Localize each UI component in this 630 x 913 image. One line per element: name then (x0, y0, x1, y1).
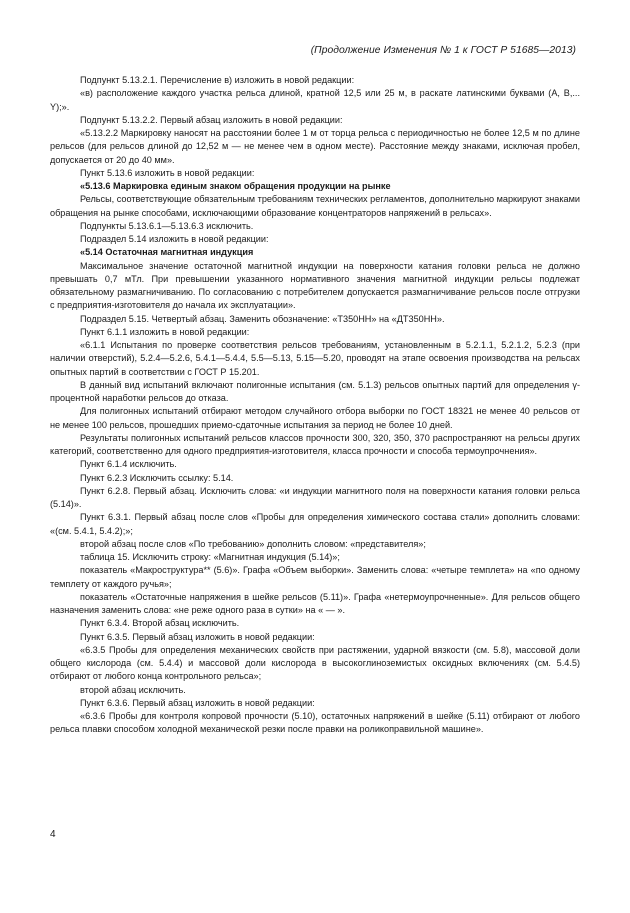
paragraph: Подпункт 5.13.2.1. Перечисление в) изложить в новой редакции: (80, 75, 355, 85)
paragraph: второй абзац после слов «По требованию» дополнить словом: «представителя»; (80, 538, 426, 549)
paragraph (50, 180, 580, 193)
running-header: (Продолжение Изменения № 1 к ГОСТ Р 51685—2013) (310, 45, 576, 56)
paragraph: Подпункт 5.13.2.2. Первый абзац изложить в новой редакции: (80, 114, 343, 125)
paragraph: В данный вид испытаний включают полигонные испытания (см. 5.1.3) рельсов опытных партий для определения γ-процентной наработки рельсов до отказа. (50, 379, 580, 403)
page-number: 4 (50, 829, 56, 840)
paragraph: Пункт 6.3.6. Первый абзац изложить в новой редакции: (80, 697, 315, 708)
paragraph: Для полигонных испытаний отбирают методом случайного отбора выборки по ГОСТ 18321 не менее 40 рельсов от не менее 100 рельсов, прошедших приемо-сдаточные испытания за период не более 10 дней. (50, 406, 580, 430)
paragraph: Результаты полигонных испытаний рельсов классов прочности 300, 320, 350, 370 распространяют на рельсы других категорий, соответственно для одного предприятия-изготовителя, класса прочности и способа термоупрочнения». (50, 432, 580, 456)
paragraph: второй абзац исключить. (80, 684, 186, 695)
paragraph: Максимальное значение остаточной магнитной индукции на поверхности катания головки рельса не должно превышать 0,7 мТл. При превышении указанного нормативного значения магнитной индукции рельсы подлежат обязательному размагничиванию. По согласованию с потребителем допускается размагничивание рельсов после отгрузки с предприятия-изготовителя до начала их эксплуатации». (50, 260, 580, 311)
paragraph: «6.1.1 Испытания по проверке соответствия рельсов требованиям, установленным в 5.2.1.1, 5.2.1.2, 5.2.3 (при наличии отверстий), 5.2.4—5.2.6, 5.4.1—5.4.4, 5.5—5.13, 5.15—5.20, проводят на этапе освоения производства на рельсах опытных партий в соответствии с ГОСТ Р 15.201. (50, 340, 580, 377)
paragraph: «6.3.5 Пробы для определения механических свойств при растяжении, ударной вязкости (см. 5.8), массовой доли общего кислорода (см. 5.4.4) и массовой доли кислорода в высокоглиноземистых оксидных включениях (см. 5.4.5) отбирают от любого конца контрольного рельса»; (50, 644, 580, 682)
paragraph: Пункт 6.1.4 исключить. (80, 459, 177, 470)
paragraph: Подраздел 5.15. Четвертый абзац. Заменить обозначение: «Т350НН» на «ДТ350НН». (80, 313, 445, 324)
paragraph: Пункт 6.2.8. Первый абзац. Исключить слова: «и индукции магнитного поля на поверхности катания головки рельса (5.14)». (50, 485, 580, 509)
section-heading: «5.14 Остаточная магнитная индукция (80, 247, 254, 258)
paragraph: Пункт 5.13.6 изложить в новой редакции: (80, 167, 255, 178)
paragraph: Пункт 6.1.1 изложить в новой редакции: (80, 326, 250, 337)
paragraph: «в) расположение каждого участка рельса длиной, кратной 12,5 или 25 м, в раскате латинскими буквами (А, В,... Y);». (50, 88, 580, 112)
paragraph: «5.13.2.2 Маркировку наносят на расстоянии более 1 м от торца рельса с периодичностью не более 12,5 м по длине рельсов (для рельсов длиной до 12,52 м — не менее чем в одном месте). Расстояние между знаками, исключая пробел, допускается от 20 до 40 мм». (50, 128, 580, 165)
paragraph: Пункт 6.3.4. Второй абзац исключить. (80, 618, 240, 629)
paragraph: Рельсы, соответствующие обязательным требованиям технических регламентов, дополнительно маркируют знаками обращения на рынке способами, исключающими образование концентраторов напряжений в рельсах». (50, 194, 580, 218)
paragraph: Пункт 6.3.5. Первый абзац изложить в новой редакции: (80, 631, 315, 642)
paragraph: «6.3.6 Пробы для контроля копровой прочности (5.10), остаточных напряжений в шейке (5.11) отбирают от любого рельса плавки способом холодной механической резки после правки на роликоправильной машине». (50, 711, 580, 735)
paragraph: показатель «Макроструктура** (5.6)». Графа «Объем выборки». Заменить слова: «четыре темплета» на «по одному темплету от каждого ручья»; (50, 565, 580, 589)
paragraph: Пункт 6.2.3 Исключить ссылку: 5.14. (80, 472, 234, 483)
paragraph: Подраздел 5.14 изложить в новой редакции: (80, 234, 269, 244)
paragraph: таблица 15. Исключить строку: «Магнитная индукция (5.14)»; (80, 552, 340, 562)
section-heading: «5.13.6 Маркировка единым знаком обращения продукции на рынке (80, 181, 391, 191)
paragraph: показатель «Остаточные напряжения в шейке рельсов (5.11)». Графа «нетермоупрочненные». Для рельсов общего назначения заменить слова: «не реже одного раза в сутки» на « — ». (50, 591, 580, 615)
paragraph: Пункт 6.3.1. Первый абзац после слов «Пробы для определения химического состава стали» дополнить словами: «(см. 5.4.1, 5.4.2);»; (50, 512, 580, 536)
paragraph (50, 246, 580, 259)
paragraph: Подпункты 5.13.6.1—5.13.6.3 исключить. (80, 220, 254, 231)
document-body (50, 74, 580, 737)
